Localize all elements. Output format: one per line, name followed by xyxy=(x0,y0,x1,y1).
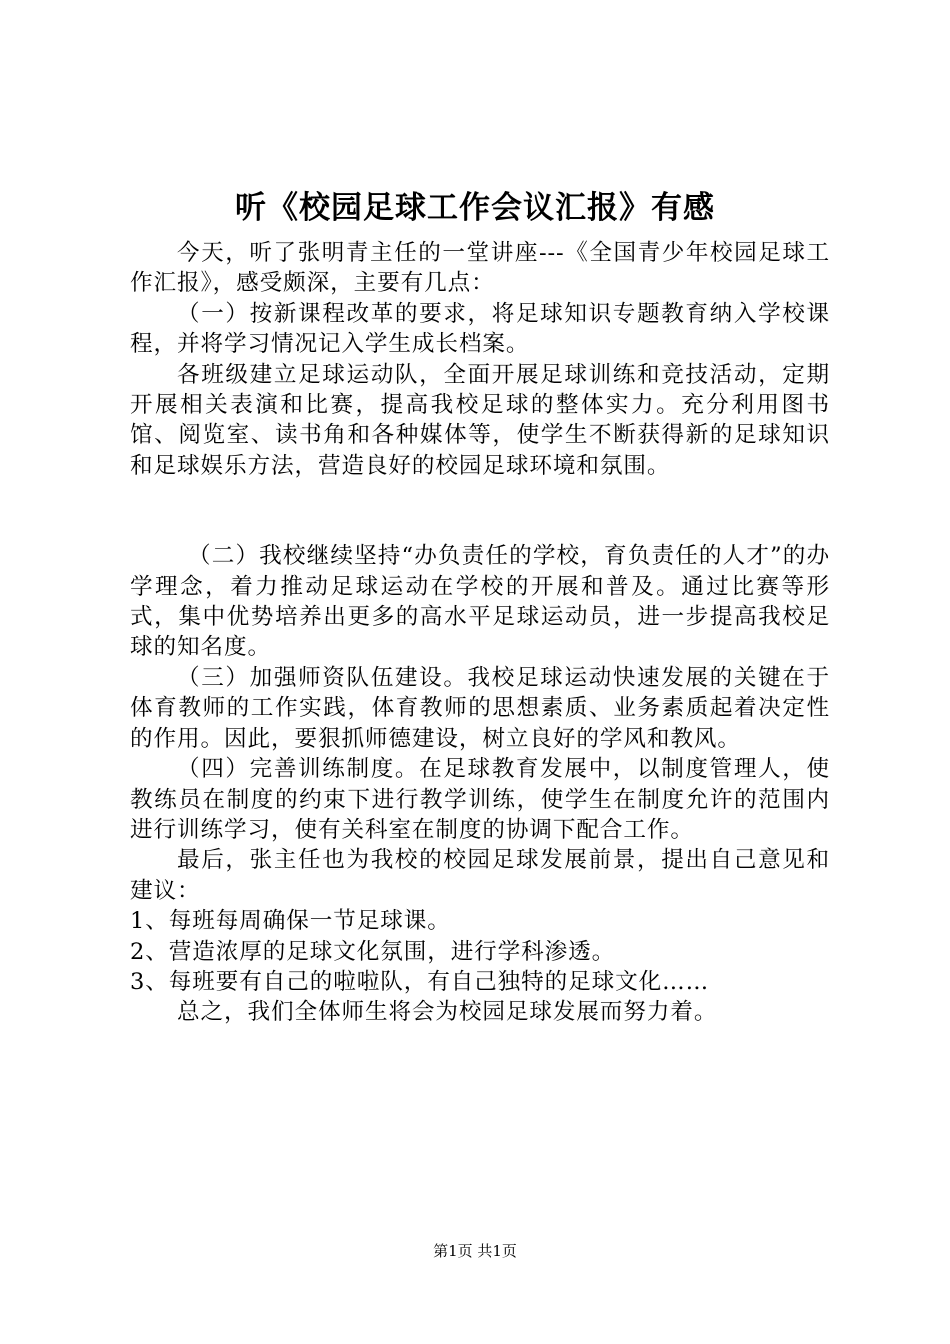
paragraph-point-4: （四）完善训练制度。在足球教育发展中，以制度管理人，使教练员在制度的约束下进行教学训练，使学生在制度允许的范围内进行训练学习，使有关科室在制度的协调下配合工作。 xyxy=(130,756,830,843)
paragraph-spacer xyxy=(130,481,830,541)
paragraph-point-1-detail: 各班级建立足球运动队，全面开展足球训练和竞技活动，定期开展相关表演和比赛，提高我校足球的整体实力。充分利用图书馆、阅览室、读书角和各种媒体等，使学生不断获得新的足球知识和足球娱乐方法，营造良好的校园足球环境和氛围。 xyxy=(130,361,830,479)
paragraph-conclusion: 总之，我们全体师生将会为校园足球发展而努力着。 xyxy=(177,999,718,1026)
page-footer: 第1页 共1页 xyxy=(433,1242,517,1260)
paragraph-point-1: （一）按新课程改革的要求，将足球知识专题教育纳入学校课程，并将学习情况记入学生成长档案。 xyxy=(130,300,830,358)
list-item-suggestion-1: 1、每班每周确保一节足球课。 xyxy=(130,908,451,935)
list-item-suggestion-3: 3、每班要有自己的啦啦队，有自己独特的足球文化…… xyxy=(130,968,710,995)
document-body xyxy=(130,238,830,1028)
document-title: 听《校园足球工作会议汇报》有感 xyxy=(235,190,715,226)
paragraph-suggestions-intro: 最后，张主任也为我校的校园足球发展前景，提出自己意见和建议： xyxy=(130,847,830,904)
list-item-suggestion-2: 2、营造浓厚的足球文化氛围，进行学科渗透。 xyxy=(130,938,616,965)
paragraph-intro: 今天，听了张明青主任的一堂讲座---《全国青少年校园足球工作汇报》，感受颇深，主要有几点： xyxy=(130,240,830,297)
paragraph-point-3: （三）加强师资队伍建设。我校足球运动快速发展的关键在于体育教师的工作实践，体育教师的思想素质、业务素质起着决定性的作用。因此，要狠抓师德建设，树立良好的学风和教风。 xyxy=(130,664,830,752)
paragraph-point-2: （二）我校继续坚持“办负责任的学校，育负责任的人才”的办学理念，着力推动足球运动在学校的开展和普及。通过比赛等形式，集中优势培养出更多的高水平足球运动员，进一步提高我校足球的知名度。 xyxy=(130,543,830,661)
